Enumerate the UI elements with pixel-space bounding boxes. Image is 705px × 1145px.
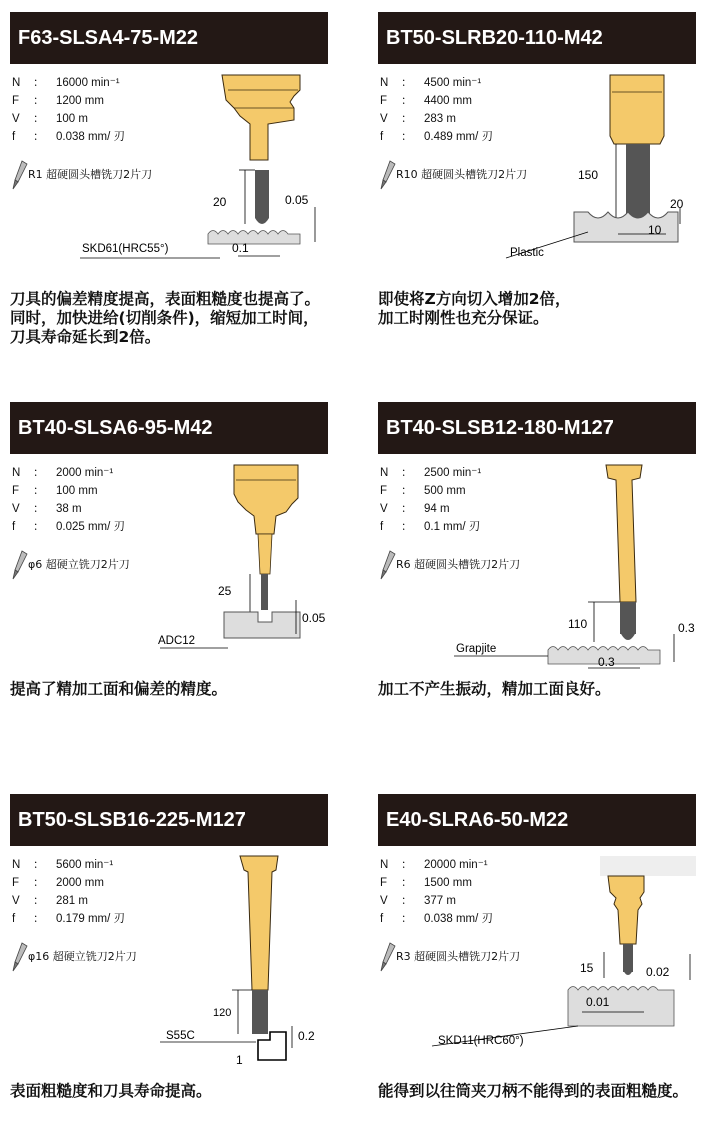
param-colon: ： bbox=[401, 77, 413, 89]
param-colon: ： bbox=[33, 503, 45, 515]
param-label: f bbox=[12, 131, 16, 143]
param-label: V bbox=[12, 113, 20, 125]
param-value: 4400 mm bbox=[424, 95, 472, 107]
workpiece bbox=[258, 1032, 286, 1060]
material-label: S55C bbox=[166, 1030, 195, 1042]
param-value: 94 m bbox=[424, 503, 450, 515]
dim-depth: 110 bbox=[568, 617, 588, 631]
case-description bbox=[10, 680, 340, 699]
param-label: F bbox=[380, 485, 388, 497]
param-value: 0.038 mm/ 刃 bbox=[56, 131, 126, 143]
param-label: N bbox=[380, 77, 389, 89]
param-colon: ： bbox=[401, 113, 413, 125]
machining-figure bbox=[378, 794, 696, 1064]
material-label: SKD11(HRC60°) bbox=[438, 1035, 524, 1047]
tool-label: φ16 超硬立铣刀2片刀 bbox=[28, 950, 137, 963]
desc-line: 加工时刚性也充分保证。 bbox=[378, 309, 549, 327]
material-label: SKD61(HRC55°) bbox=[82, 243, 169, 255]
param-value: 2000 mm bbox=[56, 877, 104, 889]
param-value: 38 m bbox=[56, 503, 82, 515]
dim-depth: 25 bbox=[218, 584, 232, 598]
param-value: 100 m bbox=[56, 113, 88, 125]
case-card-2 bbox=[378, 12, 696, 352]
param-value: 4500 min⁻¹ bbox=[424, 77, 482, 89]
param-label: F bbox=[12, 95, 20, 107]
workpiece bbox=[574, 212, 678, 242]
desc-line: 刀具寿命延长到2倍。 bbox=[10, 328, 161, 346]
param-label: V bbox=[12, 895, 20, 907]
desc-line: 表面粗糙度和刀具寿命提高。 bbox=[10, 1082, 212, 1100]
dim-depth: 120 bbox=[213, 1007, 232, 1019]
dim-offset: 0.3 bbox=[678, 621, 695, 635]
machining-figure bbox=[10, 402, 328, 672]
card-title: BT50-SLSB16-225-M127 bbox=[10, 794, 328, 846]
card-title: BT50-SLRB20-110-M42 bbox=[378, 12, 696, 64]
case-description bbox=[378, 290, 705, 328]
card-title: BT40-SLSB12-180-M127 bbox=[378, 402, 696, 454]
dim-pitch: 0.3 bbox=[598, 655, 615, 669]
tool-label: R1 超硬圆头槽铣刀2片刀 bbox=[28, 168, 153, 181]
param-label: F bbox=[12, 485, 20, 497]
param-label: f bbox=[380, 521, 384, 533]
workpiece bbox=[568, 987, 674, 1027]
param-label: V bbox=[12, 503, 20, 515]
param-label: V bbox=[380, 503, 388, 515]
ball-end-mill bbox=[623, 944, 633, 972]
param-colon: ： bbox=[401, 503, 413, 515]
tool-holder bbox=[234, 465, 298, 534]
param-label: F bbox=[12, 877, 20, 889]
case-description bbox=[378, 680, 705, 699]
desc-line: 提高了精加工面和偏差的精度。 bbox=[10, 680, 228, 698]
param-colon: ： bbox=[33, 877, 45, 889]
param-label: N bbox=[12, 77, 21, 89]
workpiece bbox=[208, 231, 300, 245]
param-label: f bbox=[380, 131, 384, 143]
param-label: V bbox=[380, 895, 388, 907]
param-colon: ： bbox=[401, 131, 413, 143]
param-colon: ： bbox=[401, 467, 413, 479]
tool-label: φ6 超硬立铣刀2片刀 bbox=[28, 558, 130, 571]
param-label: f bbox=[380, 913, 384, 925]
param-colon: ： bbox=[33, 913, 45, 925]
tool-label: R10 超硬圆头槽铣刀2片刀 bbox=[396, 168, 528, 181]
machining-figure bbox=[378, 402, 696, 672]
tool-label: R3 超硬圆头槽铣刀2片刀 bbox=[396, 950, 521, 963]
end-mill bbox=[252, 990, 268, 1034]
param-label: V bbox=[380, 113, 388, 125]
param-value: 0.179 mm/ 刃 bbox=[56, 913, 126, 925]
material-label: Plastic bbox=[510, 247, 544, 259]
param-colon: ： bbox=[33, 467, 45, 479]
tool-holder bbox=[610, 75, 664, 144]
param-value: 16000 min⁻¹ bbox=[56, 77, 120, 89]
tool-holder bbox=[608, 876, 644, 944]
card-title: E40-SLRA6-50-M22 bbox=[378, 794, 696, 846]
dim-depth: 20 bbox=[213, 195, 227, 209]
card-title: BT40-SLSA6-95-M42 bbox=[10, 402, 328, 454]
param-label: F bbox=[380, 95, 388, 107]
param-colon: ： bbox=[401, 521, 413, 533]
desc-line: 即使将Z方向切入增加2倍， bbox=[378, 290, 571, 308]
spindle-face bbox=[600, 856, 696, 876]
param-colon: ： bbox=[401, 485, 413, 497]
param-colon: ： bbox=[401, 913, 413, 925]
dim-depth: 150 bbox=[578, 168, 599, 182]
param-label: F bbox=[380, 877, 388, 889]
tool-holder bbox=[606, 465, 642, 602]
ball-end-mill bbox=[255, 170, 269, 218]
param-value: 1200 mm bbox=[56, 95, 104, 107]
dim-pitch: 0.01 bbox=[586, 995, 610, 1009]
case-card-4 bbox=[378, 402, 696, 742]
param-colon: ： bbox=[33, 77, 45, 89]
param-colon: ： bbox=[33, 521, 45, 533]
tool-label: R6 超硬圆头槽铣刀2片刀 bbox=[396, 558, 521, 571]
case-description bbox=[10, 1082, 340, 1101]
param-label: N bbox=[380, 467, 389, 479]
dim-offset: 0.2 bbox=[298, 1029, 315, 1043]
end-mill bbox=[261, 574, 268, 610]
param-colon: ： bbox=[33, 113, 45, 125]
desc-line: 刀具的偏差精度提高，表面粗糙度也提高了。 bbox=[10, 290, 321, 308]
material-label: Grapjite bbox=[456, 643, 497, 655]
param-label: f bbox=[12, 521, 16, 533]
param-value: 0.038 mm/ 刃 bbox=[424, 913, 494, 925]
param-value: 500 mm bbox=[424, 485, 466, 497]
ball-end-mill bbox=[626, 144, 650, 214]
param-colon: ： bbox=[33, 859, 45, 871]
dim-pitch: 10 bbox=[648, 223, 662, 237]
dim-pitch: 0.1 bbox=[232, 241, 249, 255]
param-value: 2000 min⁻¹ bbox=[56, 467, 114, 479]
dim-depth: 15 bbox=[580, 961, 594, 975]
param-value: 2500 min⁻¹ bbox=[424, 467, 482, 479]
param-colon: ： bbox=[401, 877, 413, 889]
case-description bbox=[378, 1082, 705, 1101]
case-description bbox=[10, 290, 340, 347]
dim-depth-z: 20 bbox=[670, 197, 684, 211]
param-value: 5600 min⁻¹ bbox=[56, 859, 114, 871]
param-value: 100 mm bbox=[56, 485, 98, 497]
desc-line: 加工不产生振动，精加工面良好。 bbox=[378, 680, 611, 698]
dim-offset: 0.02 bbox=[646, 965, 670, 979]
param-colon: ： bbox=[33, 485, 45, 497]
dim-offset: 0.05 bbox=[285, 193, 309, 207]
param-label: N bbox=[12, 859, 21, 871]
param-colon: ： bbox=[33, 131, 45, 143]
param-colon: ： bbox=[401, 895, 413, 907]
case-card-1 bbox=[10, 12, 328, 352]
param-label: f bbox=[12, 913, 16, 925]
dim-pitch: 1 bbox=[236, 1053, 243, 1064]
workpiece bbox=[224, 612, 300, 638]
tool-holder bbox=[222, 75, 300, 160]
dim-offset: 0.05 bbox=[302, 611, 326, 625]
param-value: 0.025 mm/ 刃 bbox=[56, 521, 126, 533]
machining-figure bbox=[10, 794, 328, 1064]
card-title: F63-SLSA4-75-M22 bbox=[10, 12, 328, 64]
machining-figure bbox=[10, 12, 328, 282]
param-value: 0.1 mm/ 刃 bbox=[424, 521, 481, 533]
case-card-5 bbox=[10, 794, 328, 1134]
param-value: 0.489 mm/ 刃 bbox=[424, 131, 494, 143]
tool-holder bbox=[240, 856, 278, 990]
param-colon: ： bbox=[401, 95, 413, 107]
desc-line: 能得到以往筒夹刀柄不能得到的表面粗糙度。 bbox=[378, 1082, 689, 1100]
param-value: 1500 mm bbox=[424, 877, 472, 889]
case-card-6 bbox=[378, 794, 696, 1134]
param-colon: ： bbox=[33, 895, 45, 907]
param-label: N bbox=[380, 859, 389, 871]
desc-line: 同时，加快进给(切削条件)，缩短加工时间， bbox=[10, 309, 319, 327]
case-card-3 bbox=[10, 402, 328, 742]
param-colon: ： bbox=[33, 95, 45, 107]
param-label: N bbox=[12, 467, 21, 479]
ball-end-mill bbox=[620, 602, 636, 634]
param-colon: ： bbox=[401, 859, 413, 871]
param-value: 281 m bbox=[56, 895, 88, 907]
machining-figure bbox=[378, 12, 696, 282]
param-value: 283 m bbox=[424, 113, 456, 125]
material-label: ADC12 bbox=[158, 635, 196, 647]
param-value: 377 m bbox=[424, 895, 456, 907]
param-value: 20000 min⁻¹ bbox=[424, 859, 488, 871]
